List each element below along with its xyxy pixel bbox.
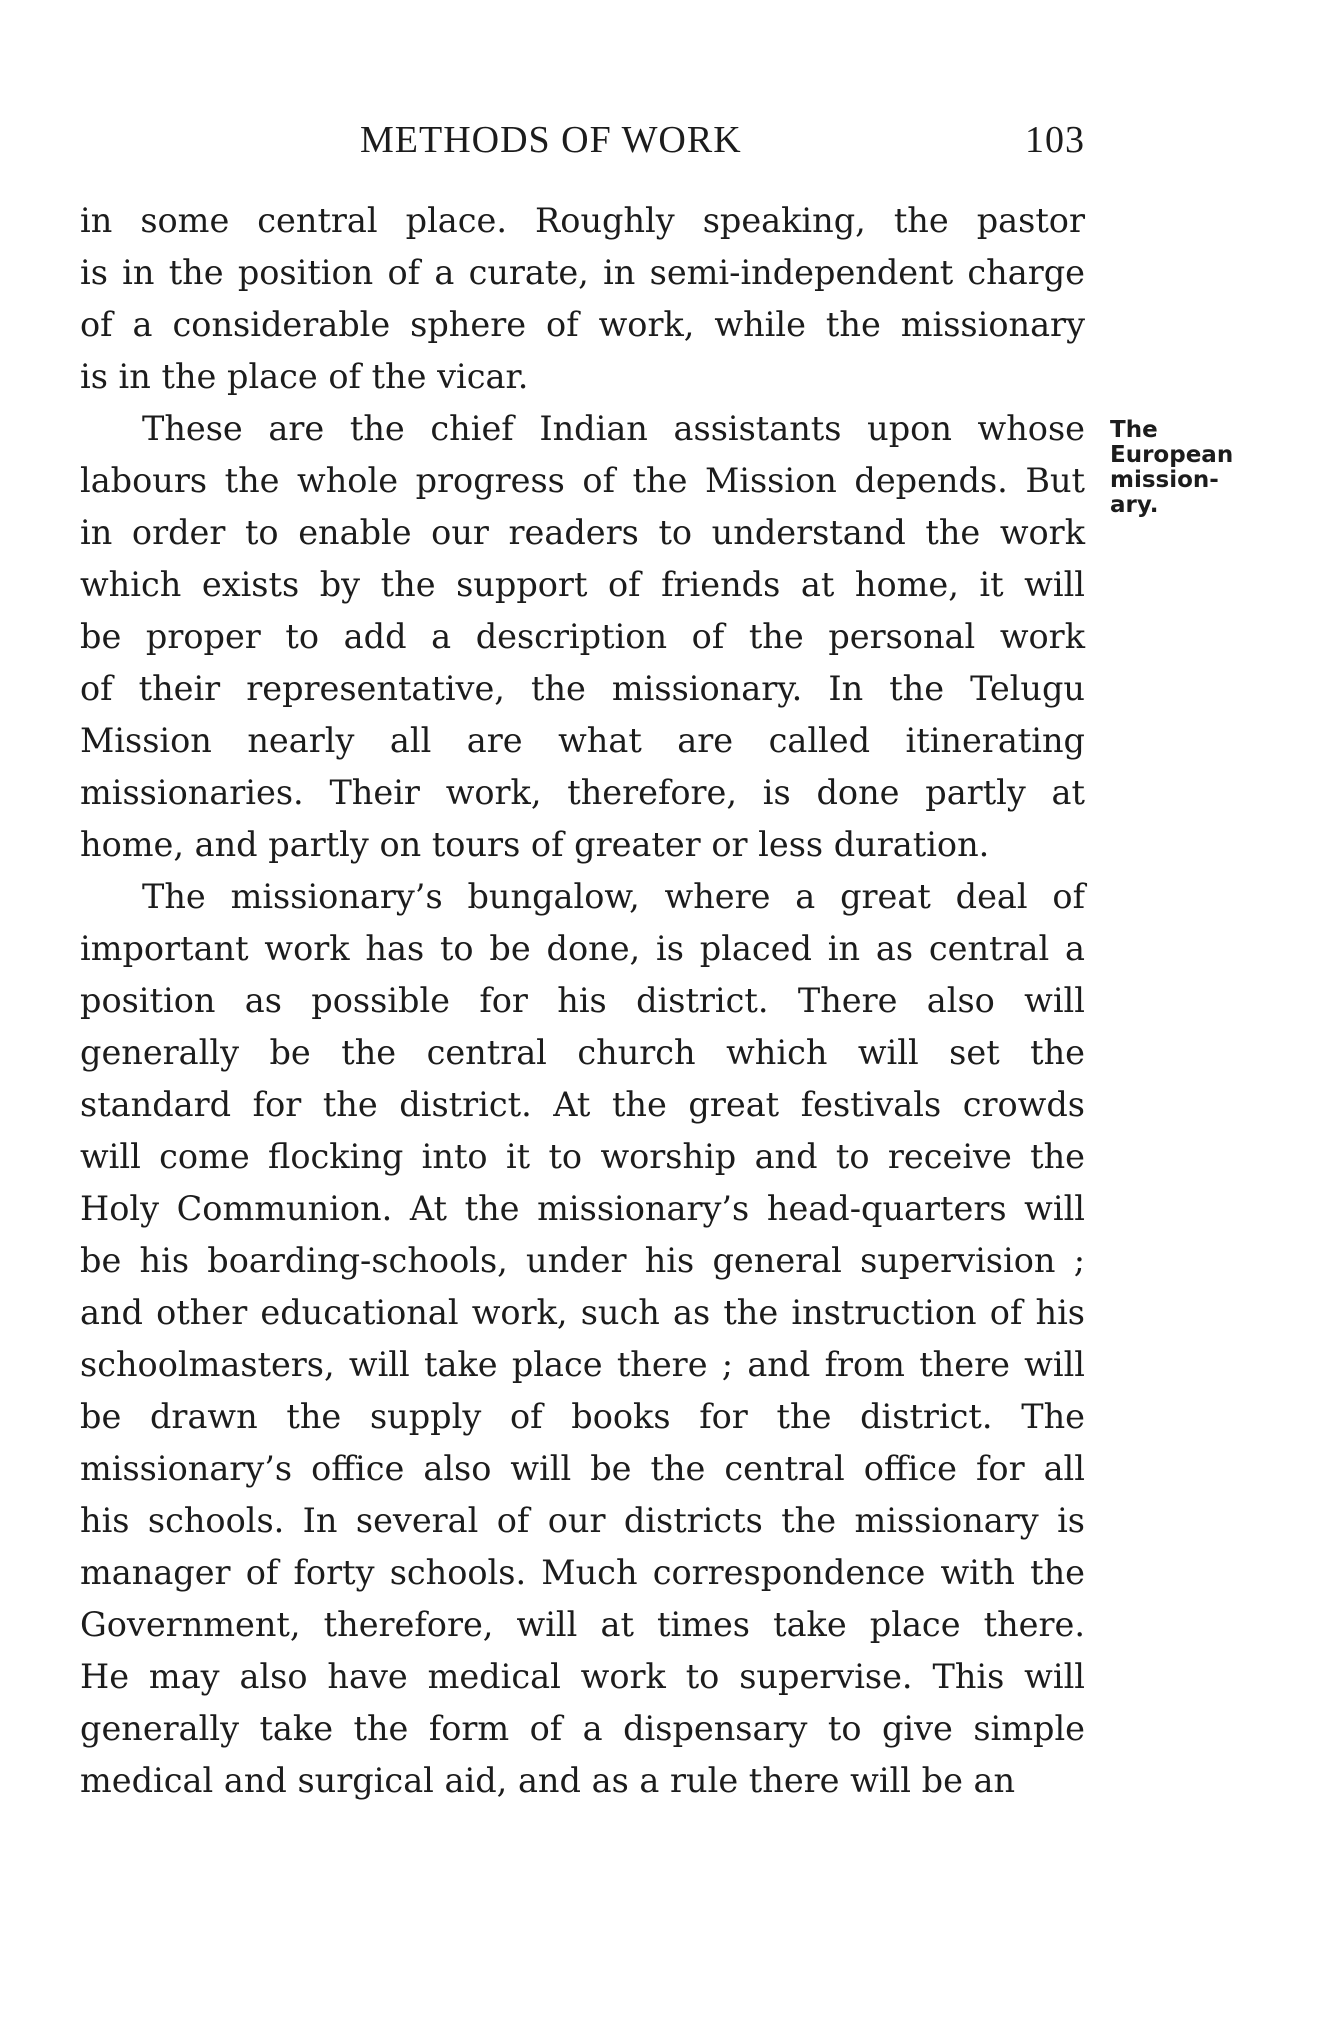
text-line: missionaries. Their work, therefore, is done partly at [80, 773, 1085, 812]
text-line: be his boarding-schools, under his general supervision ; [80, 1241, 1085, 1280]
text-line: manager of forty schools. Much correspondence with the [80, 1553, 1085, 1592]
text-line: generally take the form of a dispensary to give simple [80, 1709, 1085, 1748]
paragraph [80, 195, 1085, 403]
margin-note [1110, 418, 1290, 518]
text-line: home, and partly on tours of greater or less duration. [80, 825, 990, 864]
text-line: medical and surgical aid, and as a rule there will be an [80, 1761, 1016, 1800]
text-line: schoolmasters, will take place there ; and from there will [80, 1345, 1085, 1384]
text-line: of their representative, the missionary. In the Telugu [80, 669, 1085, 708]
text-line: He may also have medical work to supervise. This will [80, 1657, 1085, 1696]
body-text [80, 195, 1085, 1807]
text-line: labours the whole progress of the Mission depends. But [80, 461, 1085, 500]
text-line: The missionary’s bungalow, where a great deal of [142, 877, 1085, 916]
text-line: standard for the district. At the great festivals crowds [80, 1085, 1085, 1124]
text-line: Mission nearly all are what are called itinerating [80, 721, 1085, 760]
text-line: of a considerable sphere of work, while the missionary [80, 305, 1085, 344]
text-line: and other educational work, such as the instruction of his [80, 1293, 1085, 1332]
paragraph [80, 403, 1085, 871]
running-title: METHODS OF WORK [360, 119, 742, 161]
margin-note-line: ary. [1110, 492, 1159, 518]
text-line: is in the position of a curate, in semi-independent charge [80, 253, 1085, 292]
text-line: be drawn the supply of books for the district. The [80, 1397, 1085, 1436]
text-line: Government, therefore, will at times take place there. [80, 1605, 1085, 1644]
text-line: These are the chief Indian assistants upon whose [142, 409, 1085, 448]
text-line: be proper to add a description of the personal work [80, 617, 1085, 656]
text-line: in some central place. Roughly speaking, the pastor [80, 201, 1085, 240]
text-line: in order to enable our readers to understand the work [80, 513, 1085, 552]
margin-note-line: European [1110, 442, 1234, 468]
text-line: missionary’s office also will be the central office for all [80, 1449, 1085, 1488]
text-line: will come flocking into it to worship and to receive the [80, 1137, 1085, 1176]
text-line: important work has to be done, is placed in as central a [80, 929, 1085, 968]
margin-note-line: mission- [1110, 467, 1219, 493]
page-number: 103 [1025, 119, 1085, 161]
margin-note-line: The [1110, 417, 1158, 443]
paragraph [80, 871, 1085, 1807]
text-line: his schools. In several of our districts the missionary is [80, 1501, 1085, 1540]
text-line: Holy Communion. At the missionary’s head-quarters will [80, 1189, 1085, 1228]
text-line: generally be the central church which will set the [80, 1033, 1085, 1072]
text-line: position as possible for his district. There also will [80, 981, 1085, 1020]
running-head [80, 118, 1085, 168]
text-line: which exists by the support of friends at home, it will [80, 565, 1085, 604]
text-line: is in the place of the vicar. [80, 357, 529, 396]
